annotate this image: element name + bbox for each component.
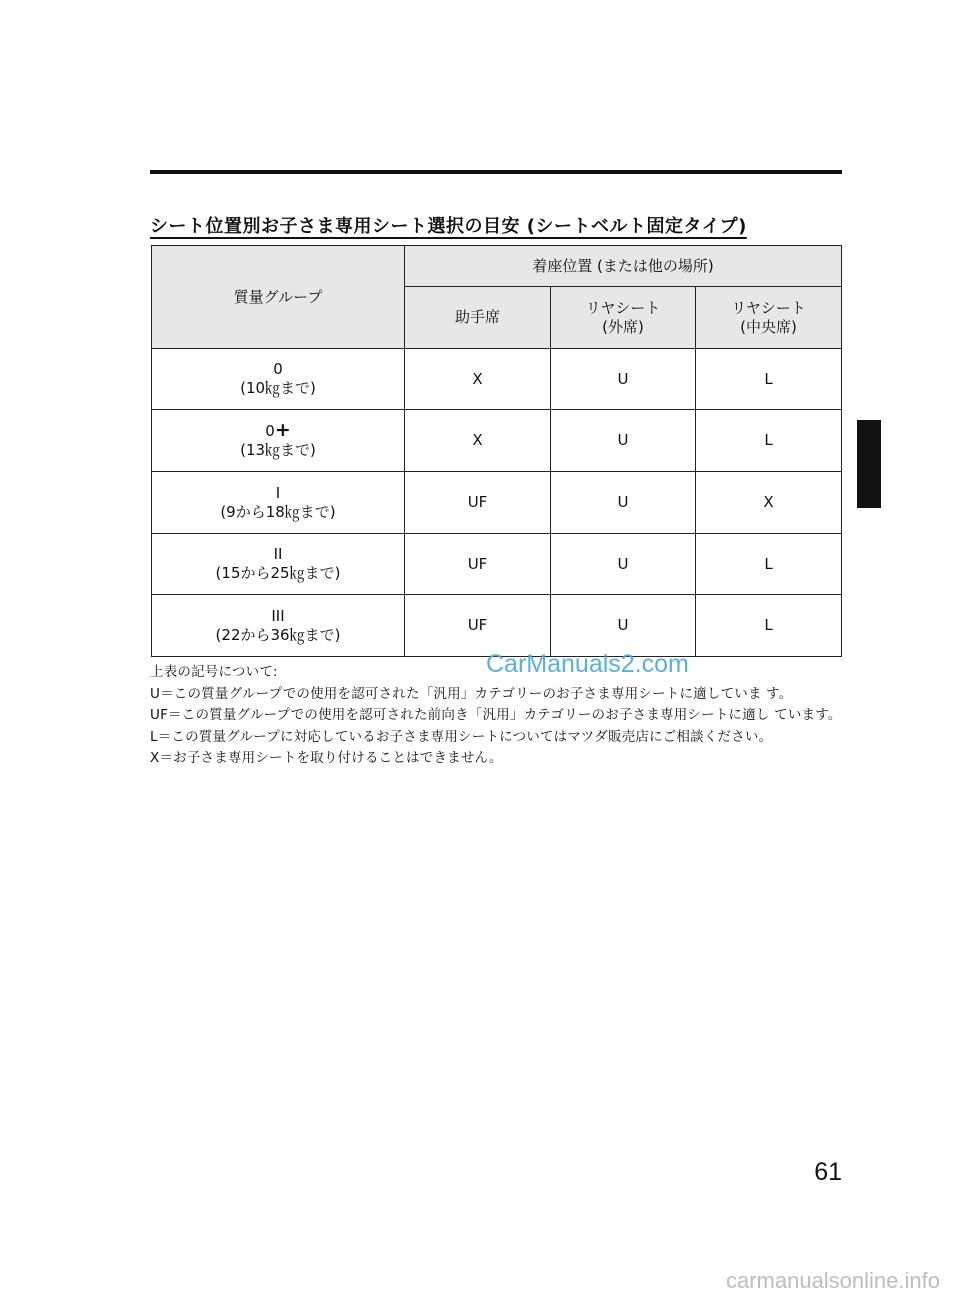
seat-column-label: 助手席: [454, 308, 500, 326]
table-cell: L: [696, 534, 842, 595]
table-cell: L: [696, 349, 842, 410]
weight-range: (15から25㎏まで): [215, 564, 341, 582]
group-label: II: [273, 545, 283, 563]
top-rule: [150, 170, 842, 174]
table-row: [152, 534, 842, 595]
mass-group-cell: [152, 349, 405, 410]
table-cell: L: [696, 595, 842, 657]
table-row: [152, 595, 842, 657]
seat-column-header: [405, 287, 551, 349]
seat-column-sublabel: (外席): [602, 317, 644, 336]
table-cell: UF: [405, 595, 551, 657]
table-cell: UF: [405, 534, 551, 595]
table-cell: UF: [405, 472, 551, 534]
seat-position-header: 着座位置 (または他の場所): [405, 246, 842, 287]
table-cell: U: [551, 410, 696, 472]
seat-column-label: リヤシート: [731, 298, 806, 317]
note-uf: UF＝この質量グループでの使用を認可された前向き「汎用」カテゴリーのお子さま専用シートに適し ています。: [150, 707, 842, 723]
table-cell: X: [405, 410, 551, 472]
group-label: I: [275, 483, 281, 502]
notes-heading: 上表の記号について:: [150, 664, 278, 680]
weight-range: (22から36㎏まで): [215, 625, 341, 644]
table-cell: U: [551, 595, 696, 657]
table-cell: U: [551, 534, 696, 595]
table-row: [152, 349, 842, 410]
section-title: シート位置別お子さま専用シート選択の目安 (シートベルト固定タイプ): [150, 216, 747, 237]
mass-group-cell: [152, 534, 405, 595]
child-seat-table: [151, 245, 842, 657]
table-cell: U: [551, 349, 696, 410]
table-cell: X: [696, 472, 842, 534]
table-cell: L: [696, 410, 842, 472]
group-label: III: [271, 606, 285, 625]
seat-column-sublabel: (中央席): [740, 317, 797, 336]
note-x: X＝お子さま専用シートを取り付けることはできません。: [150, 750, 503, 766]
note-l: L＝この質量グループに対応しているお子さま専用シートについてはマツダ販売店にご相談ください。: [150, 728, 773, 745]
mass-group-header: 質量グループ: [152, 246, 405, 349]
note-u: U＝この質量グループでの使用を認可された「汎用」カテゴリーのお子さま専用シートに適していま す。: [150, 685, 793, 702]
plus-icon: +: [274, 419, 291, 441]
watermark: CarManuals2.com: [486, 650, 689, 678]
table-cell: U: [551, 472, 696, 534]
group-label: 0: [273, 360, 283, 378]
group-label: 0: [265, 422, 275, 440]
mass-group-cell: [152, 410, 405, 472]
section-tab-marker: [857, 420, 881, 508]
weight-range: (9から18㎏まで): [220, 502, 336, 521]
mass-group-cell: [152, 595, 405, 657]
table-cell: X: [405, 349, 551, 410]
page-number: 61: [814, 1158, 842, 1186]
seat-column-header: [696, 287, 842, 349]
mass-group-cell: [152, 472, 405, 534]
table-row: [152, 472, 842, 534]
seat-column-label: リヤシート: [585, 298, 661, 317]
table-row: [152, 410, 842, 472]
footer-watermark: carmanualsonline.info: [725, 1268, 940, 1293]
weight-range: (10㎏まで): [240, 379, 316, 397]
seat-column-header: [551, 287, 696, 349]
weight-range: (13㎏まで): [240, 441, 316, 459]
